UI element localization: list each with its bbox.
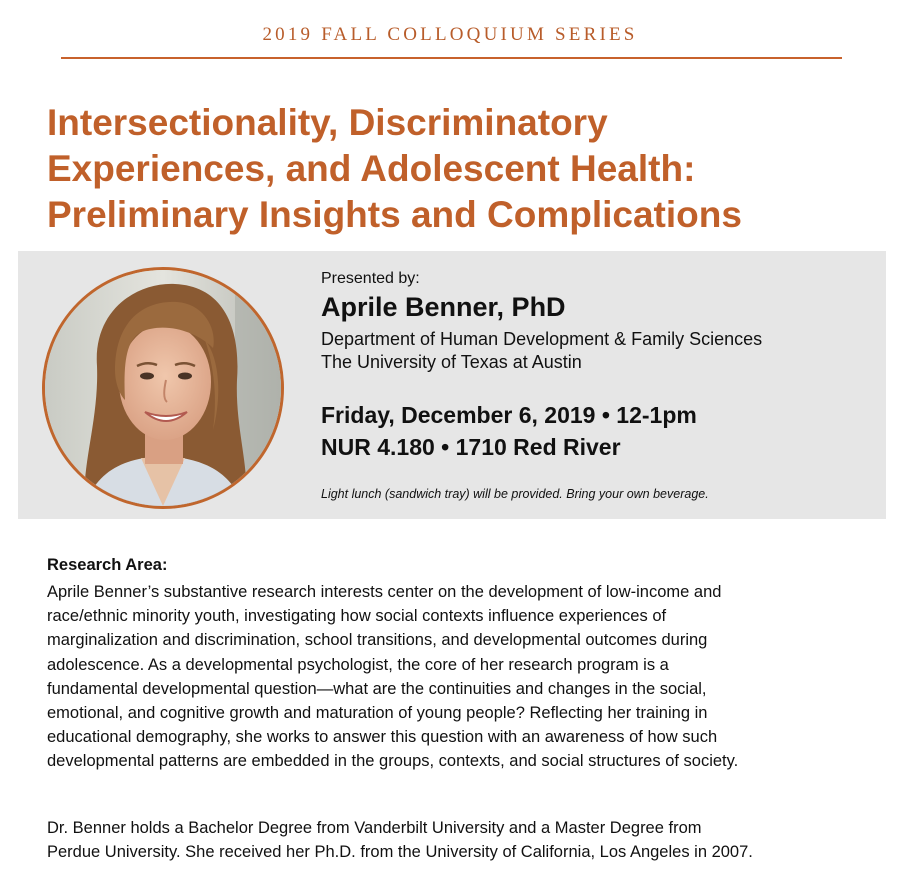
research-area-heading: Research Area: (47, 556, 168, 574)
speaker-department: Department of Human Development & Family Sciences (321, 329, 763, 349)
text-line: Perdue University. She received her Ph.D. from the University of California, Los Angeles in 2007. (47, 843, 753, 861)
text-line: developmental patterns are embedded in the groups, contexts, and social structures of society. (47, 752, 739, 771)
text-line: Dr. Benner holds a Bachelor Degree from Vanderbilt University and a Master Degree from (47, 819, 702, 837)
text-line: fundamental developmental question—what are the continuities and changes in the social, (47, 679, 707, 698)
text-line: educational demography, she works to answer this question with an awareness of how such (47, 728, 718, 747)
text-line: marginalization and discrimination, school transitions, and developmental outcomes during (47, 631, 708, 650)
title-line: Intersectionality, Discriminatory (47, 102, 608, 143)
title-line: Preliminary Insights and Complications (47, 194, 742, 235)
series-label: 2019 FALL COLLOQUIUM SERIES (262, 24, 638, 45)
title-line: Experiences, and Adolescent Health: (47, 148, 696, 189)
text-line: adolescence. As a developmental psychologist, the core of her research program is a (47, 655, 669, 674)
event-location: NUR 4.180 • 1710 Red River (321, 434, 621, 460)
presented-by-label: Presented by: (321, 270, 420, 287)
text-line: race/ethnic minority youth, investigating how social contexts influence experiences of (47, 607, 667, 626)
event-date-time: Friday, December 6, 2019 • 12-1pm (321, 402, 697, 428)
header-divider (61, 57, 842, 59)
speaker-university: The University of Texas at Austin (321, 352, 582, 372)
event-title (47, 100, 867, 238)
speaker-name: Aprile Benner, PhD (321, 292, 566, 322)
speaker-photo (42, 267, 284, 509)
speaker-bio (47, 816, 867, 864)
text-line: Aprile Benner’s substantive research interests center on the development of low-income and (47, 583, 722, 601)
text-line: emotional, and cognitive growth and maturation of young people? Reflecting her training in (47, 704, 708, 723)
research-area-text (47, 580, 867, 774)
lunch-note: Light lunch (sandwich tray) will be provided. Bring your own beverage. (321, 487, 709, 501)
